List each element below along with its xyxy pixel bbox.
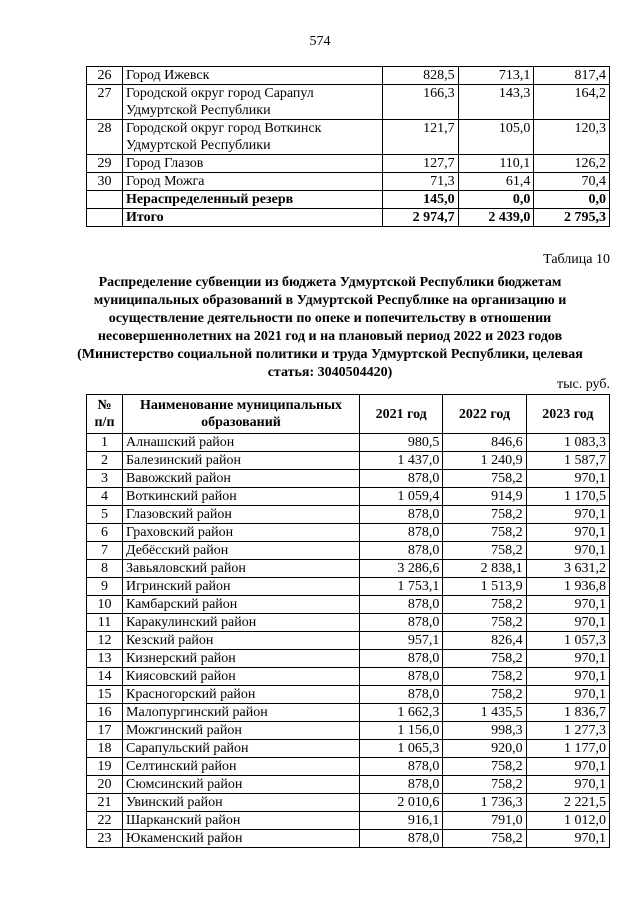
total-row xyxy=(87,209,610,227)
value-2022: 1 435,5 xyxy=(443,704,526,722)
row-number: 15 xyxy=(87,686,123,704)
row-number xyxy=(87,209,123,227)
municipality-name: Город Ижевск xyxy=(123,67,383,85)
value-2022: 1 736,3 xyxy=(443,794,526,812)
table-heading: Распределение субвенции из бюджета Удмуртской Республики бюджетам муниципальных образований в Удмуртской Республике на организацию и осуществление деятельности по опеке и попечительству в отношении несовершеннолетних на 2021 год и на плановый период 2022 и 2023 годов (Министерство социальной политики и труда Удмуртской Республики, целевая статья: 3040504420) xyxy=(77,275,583,380)
row-number: 14 xyxy=(87,668,123,686)
municipality-name: Город Можга xyxy=(123,173,383,191)
value-2023: 1 936,8 xyxy=(526,578,609,596)
row-number: 6 xyxy=(87,524,123,542)
table-row xyxy=(87,614,610,632)
table-row xyxy=(87,758,610,776)
value-2021: 878,0 xyxy=(360,668,443,686)
municipality-name: Игринский район xyxy=(123,578,360,596)
municipality-name: Можгинский район xyxy=(123,722,360,740)
value-2022: 758,2 xyxy=(443,506,526,524)
value-2022: 758,2 xyxy=(443,470,526,488)
value-2021: 878,0 xyxy=(360,506,443,524)
row-number: 23 xyxy=(87,830,123,848)
value-2023: 970,1 xyxy=(526,524,609,542)
table-row xyxy=(87,668,610,686)
value-2022: 758,2 xyxy=(443,524,526,542)
value-2021: 1 065,3 xyxy=(360,740,443,758)
value-2022: 758,2 xyxy=(443,596,526,614)
value-2022: 998,3 xyxy=(443,722,526,740)
row-number: 8 xyxy=(87,560,123,578)
table-row xyxy=(87,776,610,794)
table-row xyxy=(87,722,610,740)
table-row xyxy=(87,488,610,506)
row-number: 13 xyxy=(87,650,123,668)
row-number: 26 xyxy=(87,67,123,85)
row-number: 9 xyxy=(87,578,123,596)
municipality-name: Алнашский район xyxy=(123,434,360,452)
table-row xyxy=(87,470,610,488)
value-2022: 110,1 xyxy=(458,155,534,173)
row-number: 20 xyxy=(87,776,123,794)
table-caption: Таблица 10 xyxy=(543,252,610,267)
value-2022: 791,0 xyxy=(443,812,526,830)
header-2021: 2021 год xyxy=(360,395,443,434)
value-2022: 713,1 xyxy=(458,67,534,85)
row-number: 7 xyxy=(87,542,123,560)
row-number: 2 xyxy=(87,452,123,470)
unit-label: тыс. руб. xyxy=(557,377,610,392)
total-label: Итого xyxy=(123,209,383,227)
value-2023: 970,1 xyxy=(526,506,609,524)
municipality-name: Селтинский район xyxy=(123,758,360,776)
reserve-row xyxy=(87,191,610,209)
table-row xyxy=(87,740,610,758)
municipality-name: Каракулинский район xyxy=(123,614,360,632)
municipality-name: Сюмсинский район xyxy=(123,776,360,794)
value-2023: 3 631,2 xyxy=(526,560,609,578)
value-2022: 758,2 xyxy=(443,758,526,776)
table-row xyxy=(87,812,610,830)
value-2022: 105,0 xyxy=(458,120,534,155)
header-name: Наименование муниципальных образований xyxy=(123,395,360,434)
value-2023: 970,1 xyxy=(526,686,609,704)
value-2022: 826,4 xyxy=(443,632,526,650)
table-header-row xyxy=(87,395,610,434)
value-2022: 2 838,1 xyxy=(443,560,526,578)
value-2023: 817,4 xyxy=(534,67,610,85)
value-2022: 1 513,9 xyxy=(443,578,526,596)
value-2023: 970,1 xyxy=(526,668,609,686)
value-2023: 1 083,3 xyxy=(526,434,609,452)
page-number: 574 xyxy=(309,34,331,49)
value-2021: 127,7 xyxy=(383,155,459,173)
value-2023: 1 012,0 xyxy=(526,812,609,830)
row-number: 28 xyxy=(87,120,123,155)
value-2022: 846,6 xyxy=(443,434,526,452)
row-number: 10 xyxy=(87,596,123,614)
value-2022: 914,9 xyxy=(443,488,526,506)
municipality-name: Юкаменский район xyxy=(123,830,360,848)
header-number: № п/п xyxy=(87,395,123,434)
table-row xyxy=(87,452,610,470)
value-2023: 70,4 xyxy=(534,173,610,191)
row-number: 30 xyxy=(87,173,123,191)
table-row xyxy=(87,794,610,812)
value-2023: 1 836,7 xyxy=(526,704,609,722)
table-row xyxy=(87,632,610,650)
value-2022: 0,0 xyxy=(458,191,534,209)
value-2021: 71,3 xyxy=(383,173,459,191)
municipality-name: Красногорский район xyxy=(123,686,360,704)
row-number: 22 xyxy=(87,812,123,830)
value-2021: 1 156,0 xyxy=(360,722,443,740)
value-2021: 1 437,0 xyxy=(360,452,443,470)
value-2021: 957,1 xyxy=(360,632,443,650)
row-number: 3 xyxy=(87,470,123,488)
value-2023: 1 587,7 xyxy=(526,452,609,470)
table-row xyxy=(87,434,610,452)
table-row xyxy=(87,506,610,524)
value-2022: 758,2 xyxy=(443,668,526,686)
value-2022: 758,2 xyxy=(443,542,526,560)
row-number: 17 xyxy=(87,722,123,740)
municipality-name: Сарапульский район xyxy=(123,740,360,758)
value-2021: 2 974,7 xyxy=(383,209,459,227)
value-2023: 126,2 xyxy=(534,155,610,173)
municipality-name: Завьяловский район xyxy=(123,560,360,578)
municipality-name: Дебёсский район xyxy=(123,542,360,560)
value-2022: 758,2 xyxy=(443,830,526,848)
value-2022: 61,4 xyxy=(458,173,534,191)
municipality-name: Киясовский район xyxy=(123,668,360,686)
value-2021: 878,0 xyxy=(360,596,443,614)
value-2021: 878,0 xyxy=(360,686,443,704)
value-2023: 1 177,0 xyxy=(526,740,609,758)
table-row xyxy=(87,173,610,191)
value-2021: 166,3 xyxy=(383,85,459,120)
table-row xyxy=(87,596,610,614)
row-number: 4 xyxy=(87,488,123,506)
table-row xyxy=(87,542,610,560)
value-2021: 916,1 xyxy=(360,812,443,830)
value-2021: 2 010,6 xyxy=(360,794,443,812)
table-row xyxy=(87,67,610,85)
municipality-name: Увинский район xyxy=(123,794,360,812)
value-2023: 0,0 xyxy=(534,191,610,209)
municipality-name: Граховский район xyxy=(123,524,360,542)
value-2021: 878,0 xyxy=(360,830,443,848)
value-2023: 2 221,5 xyxy=(526,794,609,812)
value-2023: 1 170,5 xyxy=(526,488,609,506)
value-2023: 1 277,3 xyxy=(526,722,609,740)
row-number xyxy=(87,191,123,209)
row-number: 12 xyxy=(87,632,123,650)
municipality-name: Глазовский район xyxy=(123,506,360,524)
value-2022: 1 240,9 xyxy=(443,452,526,470)
row-number: 21 xyxy=(87,794,123,812)
municipality-name: Камбарский район xyxy=(123,596,360,614)
previous-table-continuation xyxy=(86,66,610,227)
municipality-name: Воткинский район xyxy=(123,488,360,506)
municipality-name: Городской округ город Сарапул Удмуртской Республики xyxy=(123,85,383,120)
value-2023: 970,1 xyxy=(526,542,609,560)
row-number: 29 xyxy=(87,155,123,173)
value-2023: 970,1 xyxy=(526,596,609,614)
value-2021: 980,5 xyxy=(360,434,443,452)
value-2021: 878,0 xyxy=(360,650,443,668)
table-row xyxy=(87,524,610,542)
value-2022: 758,2 xyxy=(443,686,526,704)
reserve-label: Нераспределенный резерв xyxy=(123,191,383,209)
municipality-name: Кизнерский район xyxy=(123,650,360,668)
value-2021: 1 662,3 xyxy=(360,704,443,722)
table-row xyxy=(87,85,610,120)
value-2023: 2 795,3 xyxy=(534,209,610,227)
value-2023: 970,1 xyxy=(526,830,609,848)
value-2021: 3 286,6 xyxy=(360,560,443,578)
value-2021: 878,0 xyxy=(360,524,443,542)
value-2023: 970,1 xyxy=(526,776,609,794)
row-number: 16 xyxy=(87,704,123,722)
row-number: 11 xyxy=(87,614,123,632)
value-2023: 970,1 xyxy=(526,650,609,668)
value-2023: 120,3 xyxy=(534,120,610,155)
value-2021: 878,0 xyxy=(360,470,443,488)
table-row xyxy=(87,560,610,578)
value-2023: 970,1 xyxy=(526,758,609,776)
table-row xyxy=(87,704,610,722)
row-number: 18 xyxy=(87,740,123,758)
value-2021: 878,0 xyxy=(360,776,443,794)
value-2023: 164,2 xyxy=(534,85,610,120)
table-row xyxy=(87,650,610,668)
value-2021: 121,7 xyxy=(383,120,459,155)
table-row xyxy=(87,155,610,173)
row-number: 1 xyxy=(87,434,123,452)
value-2021: 145,0 xyxy=(383,191,459,209)
header-2023: 2023 год xyxy=(526,395,609,434)
value-2021: 828,5 xyxy=(383,67,459,85)
municipality-name: Город Глазов xyxy=(123,155,383,173)
municipality-name: Малопургинский район xyxy=(123,704,360,722)
value-2023: 970,1 xyxy=(526,614,609,632)
value-2021: 1 753,1 xyxy=(360,578,443,596)
municipality-name: Кезский район xyxy=(123,632,360,650)
municipality-name: Шарканский район xyxy=(123,812,360,830)
row-number: 19 xyxy=(87,758,123,776)
header-2022: 2022 год xyxy=(443,395,526,434)
value-2022: 143,3 xyxy=(458,85,534,120)
table-row xyxy=(87,120,610,155)
value-2022: 2 439,0 xyxy=(458,209,534,227)
table-row xyxy=(87,578,610,596)
value-2021: 878,0 xyxy=(360,614,443,632)
value-2021: 1 059,4 xyxy=(360,488,443,506)
table-row xyxy=(87,830,610,848)
row-number: 5 xyxy=(87,506,123,524)
municipality-name: Балезинский район xyxy=(123,452,360,470)
value-2021: 878,0 xyxy=(360,758,443,776)
value-2022: 758,2 xyxy=(443,650,526,668)
row-number: 27 xyxy=(87,85,123,120)
subvention-table xyxy=(86,394,610,848)
value-2021: 878,0 xyxy=(360,542,443,560)
value-2022: 920,0 xyxy=(443,740,526,758)
value-2023: 970,1 xyxy=(526,470,609,488)
value-2023: 1 057,3 xyxy=(526,632,609,650)
value-2022: 758,2 xyxy=(443,776,526,794)
table-row xyxy=(87,686,610,704)
municipality-name: Вавожский район xyxy=(123,470,360,488)
municipality-name: Городской округ город Воткинск Удмуртской Республики xyxy=(123,120,383,155)
value-2022: 758,2 xyxy=(443,614,526,632)
